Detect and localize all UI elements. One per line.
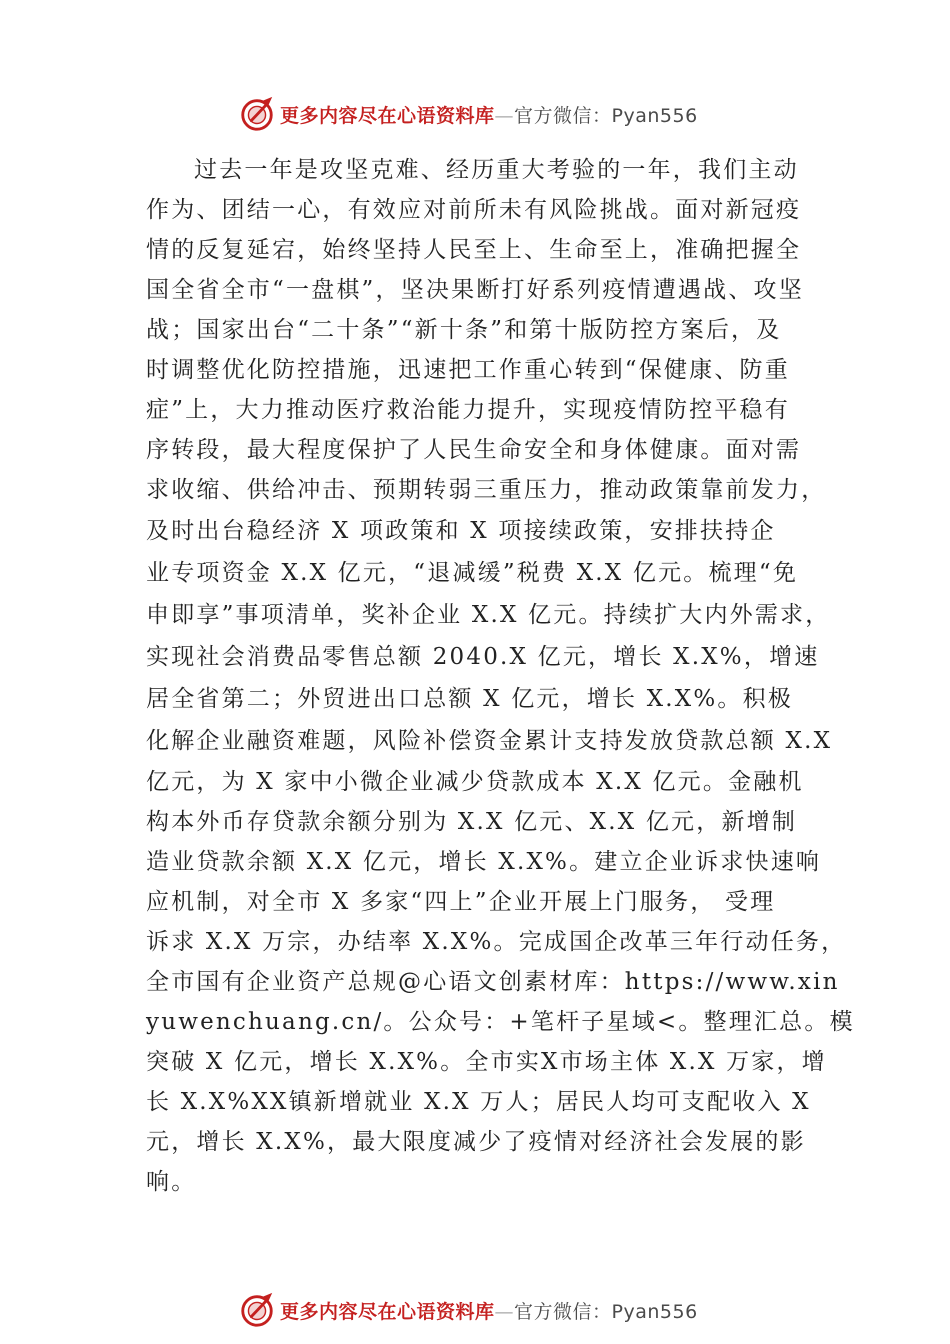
footer-brand: 更多内容尽在心语资料库: [280, 1300, 495, 1323]
paragraph-line: 应机制，对全市 X 多家“四上”企业开展上门服务， 受理: [146, 889, 776, 915]
paragraph-line: 全市国有企业资产总规@心语文创素材库：https://www.xin: [146, 969, 840, 995]
paragraph-line: 情的反复延宕，始终坚持人民至上、生命至上，准确把握全: [146, 237, 802, 263]
footer-banner: [238, 1290, 798, 1330]
paragraph-line: 业专项资金 X.X 亿元，“退减缓”税费 X.X 亿元。梳理“免: [146, 560, 799, 586]
paragraph-line: 求收缩、供给冲击、预期转弱三重压力，推动政策靠前发力，: [146, 477, 827, 503]
paragraph-line: 序转段，最大程度保护了人民生命安全和身体健康。面对需: [146, 437, 802, 463]
paragraph-line: 申即享”事项清单，奖补企业 X.X 亿元。持续扩大内外需求，: [146, 602, 831, 628]
paragraph-line: yuwenchuang.cn/。公众号：+笔杆子星域<。整理汇总。模: [146, 1009, 855, 1035]
document-body: [146, 150, 855, 1202]
paragraph-line: 亿元，为 X 家中小微企业减少贷款成本 X.X 亿元。金融机: [146, 769, 804, 795]
footer-official: 官方微信：: [514, 1300, 612, 1323]
paragraph-line: 实现社会消费品零售总额 2040.X 亿元，增长 X.X%，增速: [146, 644, 820, 670]
paragraph-line: 突破 X 亿元，增长 X.X%。全市实X市场主体 X.X 万家，增: [146, 1049, 827, 1075]
paragraph-line: 元，增长 X.X%，最大限度减少了疫情对经济社会发展的影: [146, 1129, 806, 1155]
brand-logo-icon: [238, 1291, 276, 1329]
footer-text: [280, 1297, 698, 1324]
header-dash: —: [494, 104, 515, 127]
paragraph-line: 时调整优化防控措施，迅速把工作重心转到“保健康、防重: [146, 357, 790, 383]
paragraph-line: 及时出台稳经济 X 项政策和 X 项接续政策，安排扶持企: [146, 518, 776, 544]
paragraph-line: 作为、团结一心，有效应对前所未有风险挑战。面对新冠疫: [146, 197, 802, 223]
header-wechat-id: Pyan556: [611, 104, 698, 127]
footer-wechat-id: Pyan556: [611, 1300, 698, 1323]
header-brand: 更多内容尽在心语资料库: [280, 104, 495, 127]
header-text: [280, 101, 698, 128]
paragraph-line: 构本外币存贷款余额分别为 X.X 亿元、X.X 亿元，新增制: [146, 809, 798, 835]
header-official: 官方微信：: [514, 104, 612, 127]
paragraph-line: 过去一年是攻坚克难、经历重大考验的一年，我们主动: [194, 157, 799, 183]
header-banner: [238, 94, 798, 134]
paragraph-line: 长 X.X%XX镇新增就业 X.X 万人；居民人均可支配收入 X: [146, 1089, 811, 1115]
brand-logo-icon: [238, 95, 276, 133]
paragraph-line: 国全省全市“一盘棋”，坚决果断打好系列疫情遭遇战、攻坚: [146, 277, 804, 303]
paragraph-line: 症”上，大力推动医疗救治能力提升，实现疫情防控平稳有: [146, 397, 790, 423]
paragraph-line: 化解企业融资难题，风险补偿资金累计支持发放贷款总额 X.X: [146, 728, 833, 754]
paragraph-line: 响。: [146, 1169, 197, 1195]
paragraph-line: 诉求 X.X 万宗，办结率 X.X%。完成国企改革三年行动任务，: [146, 929, 847, 955]
footer-dash: —: [494, 1300, 515, 1323]
paragraph-line: 造业贷款余额 X.X 亿元，增长 X.X%。建立企业诉求快速响: [146, 849, 822, 875]
paragraph-line: 战；国家出台“二十条”“新十条”和第十版防控方案后，及: [146, 317, 782, 343]
paragraph-line: 居全省第二；外贸进出口总额 X 亿元，增长 X.X%。积极: [146, 686, 794, 712]
